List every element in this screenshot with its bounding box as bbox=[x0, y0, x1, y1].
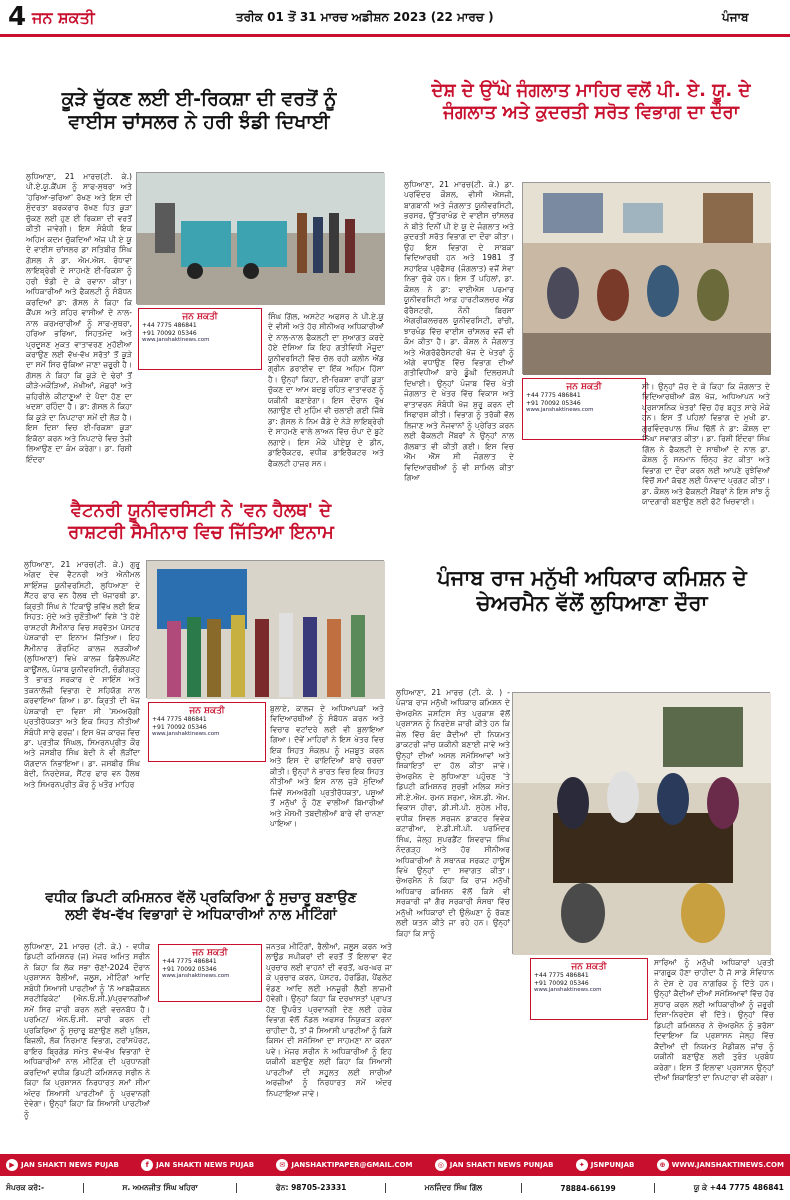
uk-phone[interactable]: ਯੂ ਕੇ +44 7775 486841 bbox=[693, 1183, 784, 1192]
phone-number[interactable]: 98705-23331 bbox=[291, 1183, 347, 1192]
divider bbox=[236, 1183, 237, 1193]
forestry-headline bbox=[396, 80, 786, 123]
vetnary-column-1: ਲੁਧਿਆਣਾ, 21 ਮਾਰਚ(ਟੀ. ਕੇ.) ਗੁਰੂ ਅੰਗਦ ਦੇਵ ਵੈਟਨਰੀ ਅਤੇ ਐਨੀਮਲ ਸਾਇੰਸਜ਼ ਯੂਨੀਵਰਸਿਟੀ, ਲੁਧਿਆਣਾ ਦੇ ਸੈਂਟਰ ਫਾਰ ਵਨ ਹੈਲਥ ਦੀ ਖੋਜਾਰਥੀ ਡਾ. ਕ੍ਰਿਤੀ ਸਿੰਘ ਨੇ 'ਟਿਕਾਊ ਭਵਿੱਖ ਲਈ ਇਕ ਸਿਹਤ: ਮੁੱਦੇ ਅਤੇ ਚੁਣੌਤੀਆਂ' ਵਿਸ਼ੇ 'ਤੇ ਹੋਏ ਰਾਸ਼ਟਰੀ ਸੈਮੀਨਾਰ ਵਿਚ ਸਰਵੋਤਮ ਪੋਸਟਰ ਪੇਸ਼ਕਾਰੀ ਦਾ ਇਨਾਮ ਜਿੱਤਿਆ। ਇਹ ਸੈਮੀਨਾਰ ਗੌਰਮਿੰਟ ਕਾਲਜ ਲੜਕੀਆਂ (ਲੁਧਿਆਣਾ) ਵਿਖੇ ਕਾਲਜ ਡਿਵੈਲਪਮੈਂਟ ਕਾਊਂਸਲ, ਪੰਜਾਬ ਯੂਨੀਵਰਸਿਟੀ, ਚੰਡੀਗੜ੍ਹ ਤੇ ਭਾਰਤ ਸਰਕਾਰ ਦੇ ਸਾਇੰਸ ਅਤੇ ਤਕਨਾਲੋਜੀ ਵਿਭਾਗ ਦੇ ਸਹਿਯੋਗ ਨਾਲ ਕਰਵਾਇਆ ਗਿਆ। ਡਾ. ਕ੍ਰਿਤੀ ਦੀ ਖੋਜ ਪੇਸ਼ਕਾਰੀ ਦਾ ਵਿਸ਼ਾ ਸੀ 'ਸਮਅਰੋਗੀ ਪ੍ਰਤੀਰੋਧਕਤਾ ਅਤੇ ਇਕ ਸਿਹਤ ਨੀਤੀਆਂ ਸੰਬੰਧੀ ਸਾਰੇ ਫਰਜ਼'। ਇਸ ਖੋਜ ਕਾਰਜ ਵਿਚ ਡਾ. ਪ੍ਰਤੀਕ ਸਿੰਘਲ, ਸਿਮਰਨਪ੍ਰੀਤ ਕੌਰ ਅਤੇ ਜਸਬੀਰ ਸਿੰਘ ਬੇਦੀ ਨੇ ਵੀ ਲੋੜੀਂਦਾ ਯੋਗਦਾਨ ਨਿਭਾਇਆ। ਡਾ. ਜਸਬੀਰ ਸਿੰਘ ਬੇਦੀ, ਨਿਰਦੇਸ਼ਕ, ਸੈਂਟਰ ਫਾਰ ਵਨ ਹੈਲਥ ਅਤੇ ਸਿਮਰਨਪ੍ਰੀਤ ਕੌਰ ਨੂੰ ਖਤੌਰ ਮਾਹਿਰ bbox=[24, 560, 140, 789]
vetnary-column-2: ਬੁਲਾਏ, ਕਾਲਜ ਦੇ ਅਧਿਆਪਕਾਂ ਅਤੇ ਵਿਦਿਆਰਥੀਆਂ ਨੂੰ ਸੰਬੋਧਨ ਕਰਨ ਅਤੇ ਵਿਚਾਰ ਵਟਾਂਦਰੇ ਲਈ ਵੀ ਬੁਲਾਇਆ ਗਿਆ। ਦੋਵੇਂ ਮਾਹਿਰਾਂ ਨੇ ਇਸ ਖੇਤਰ ਵਿਚ ਇਕ ਸਿਹਤ ਸੰਕਲਪ ਨੂੰ ਮਜ਼ਬੂਤ ਕਰਨ ਅਤੇ ਇਸ ਦੇ ਫਾਇਦਿਆਂ ਬਾਰੇ ਚਰਚਾ ਕੀਤੀ। ਉਨ੍ਹਾਂ ਨੇ ਭਾਰਤ ਵਿਚ ਇਕ ਸਿਹਤ ਨੀਤੀਆਂ ਅਤੇ ਇਸ ਨਾਲ ਜੁੜੇ ਮੁੱਦਿਆਂ ਜਿਵੇਂ ਸਮਅਰੋਗੀ ਪ੍ਰਤੀਰੋਧਕਤਾ, ਪਸ਼ੂਆਂ ਤੋਂ ਮਨੁੱਖਾਂ ਨੂੰ ਹੋਣ ਵਾਲੀਆਂ ਬਿਮਾਰੀਆਂ ਅਤੇ ਮੌਸਮੀ ਤਬਦੀਲੀਆਂ ਬਾਰੇ ਵੀ ਚਾਨਣਾ ਪਾਇਆ। bbox=[270, 704, 384, 829]
divider bbox=[83, 1183, 84, 1193]
email-icon: ✉ bbox=[276, 1159, 288, 1171]
ad-url[interactable]: www.janshaktinews.com bbox=[152, 731, 220, 737]
vetnary-photo-drawing bbox=[147, 561, 385, 699]
footer-link-label: JANSHAKTIPAPER@GMAIL.COM bbox=[291, 1161, 413, 1169]
phone-label: ਫੋਨ: bbox=[275, 1183, 289, 1192]
web-icon: ⊕ bbox=[657, 1159, 669, 1171]
footer-link-facebook[interactable] bbox=[141, 1159, 254, 1171]
vetnary-headline bbox=[16, 500, 386, 543]
page-number: 4 bbox=[8, 2, 27, 32]
forestry-column-1: ਲੁਧਿਆਣਾ, 21 ਮਾਰਚ(ਟੀ. ਕੇ.) ਡਾ. ਪਰਵਿੰਦਰ ਕੌਸ਼ਲ, ਵੀਸੀ ਐਸਜੀ, ਬਾਗਬਾਨੀ ਅਤੇ ਜੰਗਲਾਤ ਯੂਨੀਵਰਸਿਟੀ, ਭਰਸਰ, ਉੱਤਰਾਖੰਡ ਦੇ ਵਾਈਸ ਚਾਂਸਲਰ ਨੇ ਬੀਤੇ ਦਿਨੀਂ ਪੀ ਏ ਯੂ ਦੇ ਜੰਗਲਾਤ ਅਤੇ ਕੁਦਰਤੀ ਸਰੋਤ ਵਿਭਾਗ ਦਾ ਦੌਰਾ ਕੀਤਾ। ਉਹ ਇਸ ਵਿਭਾਗ ਦੇ ਸਾਬਕਾ ਵਿਦਿਆਰਥੀ ਹਨ ਅਤੇ 1981 ਤੋਂ ਸਹਾਇਕ ਪ੍ਰੋਫੈਸਰ (ਜੰਗਲਾਤ) ਵਜੋਂ ਸੇਵਾ ਨਿਭਾ ਚੁੱਕੇ ਹਨ। ਇਸ ਤੋਂ ਪਹਿਲਾਂ, ਡਾ. ਕੌਸ਼ਲ ਨੇ ਡਾ: ਵਾਈਐਸ ਪਰਮਾਰ ਯੂਨੀਵਰਸਿਟੀ ਆਫ਼ ਹਾਰਟੀਕਲਚਰ ਐਂਡ ਫੋਰੈਸਟਰੀ, ਨੌਨੀ ਬਿਰਸਾ ਐਗਰੀਕਲਚਰਲ ਯੂਨੀਵਰਸਿਟੀ, ਰਾਂਚੀ, ਝਾਰਖੰਡ ਵਿੱਚ ਵਾਈਸ ਚਾਂਸਲਰ ਵਜੋਂ ਵੀ ਕੰਮ ਕੀਤਾ ਹੈ। ਡਾ. ਕੌਸ਼ਲ ਨੇ ਜੰਗਲਾਤ ਅਤੇ ਐਗਰੋਫੋਰੈਸਟਰੀ ਖੋਜ ਦੇ ਖੇਤਰਾਂ ਨੂੰ ਅੱਗੇ ਵਧਾਉਣ ਵਿੱਚ ਵਿਭਾਗ ਦੀਆਂ ਗਤੀਵਿਧੀਆਂ ਬਾਰੇ ਡੂੰਘੀ ਦਿਲਚਸਪੀ ਦਿਖਾਈ। ਉਨ੍ਹਾਂ ਪੰਜਾਬ ਵਿੱਚ ਖੇਤੀ ਜੰਗਲਾਤ ਦੇ ਖੇਤਰ ਵਿੱਚ ਵਿਕਾਸ ਅਤੇ ਵਾਤਾਵਰਨ ਸੰਬੰਧੀ ਖੋਜ ਸ਼ੁਰੂ ਕਰਨ ਦੀ ਸਿਫਾਰਸ਼ ਕੀਤੀ। ਵਿਭਾਗ ਨੂੰ ਤਰੱਕੀ ਵੱਲ ਲਿਜਾਣ ਅਤੇ ਨੌਜਵਾਨਾਂ ਨੂੰ ਪ੍ਰੇਰਿਤ ਕਰਨ ਲਈ ਫੈਕਲਟੀ ਮੈਂਬਰਾਂ ਨੇ ਉਨ੍ਹਾਂ ਨਾਲ ਗੱਲਬਾਤ ਵੀ ਕੀਤੀ ਗਈ। ਇਸ ਵਿਚ ਐੱਮ ਐੱਸ ਸੀ ਜੰਗਲਾਤ ਦੇ ਵਿਦਿਆਰਥੀਆਂ ਨੂੰ ਵੀ ਸ਼ਾਮਿਲ ਕੀਤਾ ਗਿਆ bbox=[404, 180, 514, 483]
ad-phone-1: +44 7775 486841 bbox=[162, 958, 217, 965]
ad-phone-1: +44 7775 486841 bbox=[526, 392, 581, 399]
vetnary-photo bbox=[146, 560, 384, 698]
footer-link-label: JSNPUNJAB bbox=[590, 1161, 635, 1169]
ad-phone-2: +91 70092 05346 bbox=[152, 723, 207, 731]
erickshaw-photo bbox=[136, 172, 384, 304]
dc-column-1: ਲੁਧਿਆਣਾ, 21 ਮਾਰਚ (ਟੀ. ਕੇ.) - ਵਧੀਕ ਡਿਪਟੀ ਕਮਿਸ਼ਨਰ (ਜ) ਮੇਜਰ ਅਮਿਤ ਸਰੀਨ ਨੇ ਕਿਹਾ ਕਿ ਲੋਕ ਸਭਾ ਚੋਣਾਂ-2024 ਦੌਰਾਨ ਪ੍ਰਸ਼ਾਸਨ ਰੈਲੀਆਂ, ਜਲੂਸ, ਮੀਟਿੰਗਾਂ ਆਦਿ ਸਬੰਧੀ ਸਿਆਸੀ ਪਾਰਟੀਆਂ ਨੂੰ 'ਨੋ ਆਬਜੈਕਸ਼ਨ ਸਰਟੀਫਿਕੇਟ' (ਐਨ.ਓ.ਸੀ.)/ਪ੍ਰਵਾਨਗੀਆਂ ਸਮੇਂ ਸਿਰ ਜਾਰੀ ਕਰਨ ਲਈ ਵਚਨਬੱਧ ਹੈ। ਪਰਮਿਟ/ ਐਨ.ਓ.ਸੀ. ਜਾਰੀ ਕਰਨ ਦੀ ਪ੍ਰਕਿਰਿਆ ਨੂੰ ਸੁਚਾਰੂ ਬਣਾਉਣ ਲਈ ਪੁਲਿਸ, ਬਿਜਲੀ, ਲੋਕ ਨਿਰਮਾਣ ਵਿਭਾਗ, ਟਰਾਂਸਪੋਰਟ, ਫਾਇਰ ਬ੍ਰਿਗੇਡ ਸਮੇਤ ਵੱਖ-ਵੱਖ ਵਿਭਾਗਾਂ ਦੇ ਅਧਿਕਾਰੀਆਂ ਨਾਲ ਮੀਟਿੰਗ ਦੀ ਪ੍ਰਧਾਨਗੀ ਕਰਦਿਆਂ ਵਧੀਕ ਡਿਪਟੀ ਕਮਿਸ਼ਨਰ ਸਰੀਨ ਨੇ ਕਿਹਾ ਕਿ ਪ੍ਰਸ਼ਾਸਨ ਨਿਰਧਾਰਤ ਸਮਾਂ ਸੀਮਾ ਅੰਦਰ ਸਿਆਸੀ ਪਾਰਟੀਆਂ ਨੂੰ ਪ੍ਰਵਾਨਗੀ ਦੇਵੇਗਾ। ਉਨ੍ਹਾਂ ਕਿਹਾ ਕਿ ਸਿਆਸੀ ਪਾਰਟੀਆਂ ਨੂੰ bbox=[24, 942, 150, 1119]
ad-brand: ਜਨ ਸ਼ਕਤੀ bbox=[192, 948, 228, 958]
erickshaw-photo-drawing bbox=[137, 173, 385, 305]
footer-link-label: JAN SHAKTI NEWS PUNJAB bbox=[449, 1161, 554, 1169]
erickshaw-column-1: ਲੁਧਿਆਣਾ, 21 ਮਾਰਚ(ਟੀ. ਕੇ.) ਪੀ.ਏ.ਯੂ.ਕੈਂਪਸ ਨੂੰ ਸਾਫ-ਸੁਥਰਾ ਅਤੇ 'ਹਰਿਆ-ਭਰਿਆ' ਰੱਖਣ ਅਤੇ ਇਸ ਦੀ ਸੁੰਦਰਤਾ ਬਰਕਰਾਰ ਰੱਖਣ ਹਿਤ ਕੂੜਾ ਚੁੱਕਣ ਲਈ ਹੁਣ ਈ ਰਿਕਸ਼ਾ ਦੀ ਵਰਤੋਂ ਕੀਤੀ ਜਾਵੇਗੀ। ਇਸ ਸੰਬੰਧੀ ਇਕ ਅਹਿਮ ਕਦਮ ਚੁੱਕਦਿਆਂ ਅੱਜ ਪੀ ਏ ਯੂ ਦੇ ਵਾਈਸ ਚਾਂਸਲਰ ਡਾ ਸਤਿਬੀਰ ਸਿੰਘ ਗੋਸਲ ਨੇ ਡਾ. ਐਮ.ਐਸ. ਰੰਧਾਵਾ ਲਾਇਬ੍ਰੇਰੀ ਦੇ ਸਾਹਮਣੇ ਈ-ਰਿਕਸ਼ਾ ਨੂੰ ਹਰੀ ਝੰਡੀ ਦੇ ਕੇ ਰਵਾਨਾ ਕੀਤਾ। ਅਧਿਕਾਰੀਆਂ ਅਤੇ ਫੈਕਲਟੀ ਨੂੰ ਸੰਬੋਧਨ ਕਰਦਿਆਂ ਡਾ: ਗੋਸਲ ਨੇ ਕਿਹਾ ਕਿ ਕੈਂਪਸ ਅਤੇ ਸ਼ਹਿਰ ਵਾਸੀਆਂ ਦੇ ਨਾਲ-ਨਾਲ ਕਰਮਚਾਰੀਆਂ ਨੂੰ ਸਾਫ-ਸੁਥਰਾ, ਹਰਿਆ ਭਰਿਆ, ਸਿਹਤਮੰਦ ਅਤੇ ਪ੍ਰਦੂਸ਼ਣ ਮੁਕਤ ਵਾਤਾਵਰਣ ਮੁਹੱਈਆ ਕਰਾਉਣ ਲਈ ਵੱਖ-ਵੱਖ ਸਰੋਤਾਂ ਤੋਂ ਕੂੜੇ ਦਾ ਸਮੇਂ ਸਿਰ ਚੁੱਕਿਆ ਜਾਣਾ ਜ਼ਰੂਰੀ ਹੈ। ਗੋਸਲ ਨੇ ਕਿਹਾ ਕਿ ਕੂੜੇ ਦੇ ਢੇਰਾਂ ਤੋਂ ਕੀੜੇ-ਮਕੌੜਿਆਂ, ਮੱਖੀਆਂ, ਮੱਛਰਾਂ ਅਤੇ ਜ਼ਹਿਰੀਲੇ ਕੀਟਾਣੂਆਂ ਦੇ ਪੈਦਾ ਹੋਣ ਦਾ ਖਦਸ਼ਾ ਰਹਿੰਦਾ ਹੈ। ਡਾ: ਗੋਸਲ ਨੇ ਕਿਹਾ ਕਿ ਕੂੜੇ ਦਾ ਨਿਪਟਾਰਾ ਸਮੇਂ ਦੀ ਲੋੜ ਹੈ। ਇਸ ਦਿਸ਼ਾ ਵਿਚ ਈ-ਰਿਕਸ਼ਾ ਕੂੜਾ ਇਕੱਠਾ ਕਰਨ ਅਤੇ ਨਿਪਟਾਰੇ ਵਿਚ ਤੇਜ਼ੀ ਲਿਆਉਣ ਦਾ ਕੰਮ ਕਰੇਗਾ। ਡਾ. ਰਿਸ਼ੀ ਇੰਦਰਾ bbox=[26, 172, 132, 464]
ad-phone-2: +91 70092 05346 bbox=[162, 965, 217, 973]
erickshaw-title-line1: ਕੂੜੇ ਚੁੱਕਣ ਲਈ ਈ-ਰਿਕਸ਼ਾ ਦੀ ਵਰਤੋਂ ਨੂੰ bbox=[61, 88, 337, 110]
erickshaw-column-2: ਸਿੰਘ ਗਿੱਲ, ਅਸਟੇਟ ਅਫਸਰ ਨੇ ਪੀ.ਏ.ਯੂ ਦੇ ਵੀਸੀ ਅਤੇ ਹੋਰ ਸੀਨੀਅਰ ਅਧਿਕਾਰੀਆਂ ਦੇ ਨਾਲ-ਨਾਲ ਫੈਕਲਟੀ ਦਾ ਸੁਆਗਤ ਕਰਦੇ ਹੋਏ ਦੱਸਿਆ ਕਿ ਇਹ ਗਤੀਵਿਧੀ ਮੌਜੂਦਾ ਯੂਨੀਵਰਸਿਟੀ ਵਿੱਚ ਚੱਲ ਰਹੀ ਕਲੀਨ ਐਂਡ ਗ੍ਰੀਨ ਡਰਾਈਵ ਦਾ ਇੱਕ ਅਹਿਮ ਹਿੱਸਾ ਹੈ। ਉਨ੍ਹਾਂ ਕਿਹਾ, ਈ-ਰਿਕਸ਼ਾ ਰਾਹੀਂ ਕੂੜਾ ਚੁੱਕਣ ਦਾ ਆਮ ਬਦਬੂ ਰਹਿਤ ਵਾਤਾਵਰਣ ਨੂੰ ਯਕੀਨੀ ਬਣਾਏਗਾ। ਇਸ ਦੌਰਾਨ ਰੁੱਖ ਲਗਾਉਣ ਦੀ ਮੁਹਿੰਮ ਵੀ ਚਲਾਈ ਗਈ ਜਿੱਥੇ ਡਾ: ਗੋਸਲ ਨੇ ਨਿਮ ਕੈਡੇ ਦੇ ਨੇੜੇ ਲਾਇਬ੍ਰੇਰੀ ਦੇ ਸਾਹਮਣੇ ਵਾਲੇ ਲਾਅਨ ਵਿੱਚ ਚੰਪਾ ਦੇ ਬੂਟੇ ਲਗਾਏ। ਇਸ ਮੌਕੇ ਪੀਏਯੂ ਦੇ ਡੀਨ, ਡਾਇਰੈਕਟਰ, ਵਧੀਕ ਡਾਇਰੈਕਟਰ ਅਤੇ ਫੈਕਲਟੀ ਹਾਜ਼ਰ ਸਨ। bbox=[268, 312, 384, 468]
erickshaw-headline bbox=[14, 88, 384, 134]
footer-link-email[interactable] bbox=[276, 1159, 412, 1171]
forestry-photo-drawing bbox=[523, 183, 771, 375]
forestry-title-line2: ਜੰਗਲਾਤ ਅਤੇ ਕੁਦਰਤੀ ਸਰੋਤ ਵਿਭਾਗ ਦਾ ਦੌਰਾ bbox=[443, 101, 739, 123]
rights-title-line1: ਪੰਜਾਬ ਰਾਜ ਮਨੁੱਖੀ ਅਧਿਕਾਰ ਕਮਿਸ਼ਨ ਦੇ bbox=[437, 566, 747, 590]
rights-photo-drawing bbox=[513, 693, 771, 955]
footer-link-web[interactable] bbox=[657, 1159, 784, 1171]
dc-title-line2: ਲਈ ਵੱਖ-ਵੱਖ ਵਿਭਾਗਾਂ ਦੇ ਅਧਿਕਾਰੀਆਂ ਨਾਲ ਮੀਟਿੰਗਾਂ bbox=[65, 906, 337, 923]
instagram-icon: ◎ bbox=[435, 1159, 447, 1171]
footer-link-youtube[interactable] bbox=[6, 1159, 119, 1171]
divider bbox=[654, 1183, 655, 1193]
erickshaw-column-2a bbox=[268, 312, 384, 468]
ad-box-3[interactable] bbox=[158, 944, 262, 1002]
forestry-column-2: ਸੀ। ਉਨ੍ਹਾਂ ਜ਼ੋਰ ਦੇ ਕੇ ਕਿਹਾ ਕਿ ਜੰਗਲਾਤ ਦੇ ਵਿਦਿਆਰਥੀਆਂ ਕੋਲ ਖੋਜ, ਅਧਿਆਪਨ ਅਤੇ ਪ੍ਰਸ਼ਾਸਨਿਕ ਖੇਤਰਾਂ ਵਿੱਚ ਹੋਰ ਬਹੁਤ ਸਾਰੇ ਮੌਕੇ ਹਨ। ਇਸ ਤੋਂ ਪਹਿਲਾਂ ਵਿਭਾਗ ਦੇ ਮੁਖੀ ਡਾ. ਗੁਰਵਿੰਦਰਪਾਲ ਸਿੰਘ ਢਿੱਲੋਂ ਨੇ ਡਾ: ਕੌਸ਼ਲ ਦਾ ਨਿੱਘਾ ਸਵਾਗਤ ਕੀਤਾ। ਡਾ. ਰਿਸ਼ੀ ਇੰਦਰਾ ਸਿੰਘ ਗਿੱਲ ਨੇ ਫੈਕਲਟੀ ਦੇ ਸਾਥੀਆਂ ਦੇ ਨਾਲ ਡਾ. ਕੌਸ਼ਲ ਨੂੰ ਸਨਮਾਨ ਚਿੰਨ੍ਹ ਭੇਟ ਕੀਤਾ ਅਤੇ ਵਿਭਾਗ ਦਾ ਦੌਰਾ ਕਰਨ ਲਈ ਆਪਣੇ ਰੁਝੇਵਿਆਂ ਵਿੱਚੋਂ ਸਮਾਂ ਕੱਢਣ ਲਈ ਧੰਨਵਾਦ ਪ੍ਰਗਟ ਕੀਤਾ। ਡਾ. ਕੌਸ਼ਲ ਅਤੇ ਫੈਕਲਟੀ ਮੈਂਬਰਾਂ ਨੇ ਇਸ ਸਾਂਝ ਨੂੰ ਯਾਦਗਾਰੀ ਬਣਾਉਣ ਲਈ ਫੋਟੋ ਖਿਚਵਾਈ। bbox=[642, 382, 770, 507]
forestry-title-line1: ਦੇਸ਼ ਦੇ ਉੱਘੇ ਜੰਗਲਾਤ ਮਾਹਿਰ ਵਲੋਂ ਪੀ. ਏ. ਯੂ. ਦੇ bbox=[431, 80, 751, 101]
ad-brand: ਜਨ ਸ਼ਕਤੀ bbox=[566, 382, 602, 392]
rights-photo bbox=[512, 692, 770, 954]
person2-name: ਮਨਜਿੰਦਰ ਸਿੰਘ ਗਿੱਲ bbox=[424, 1183, 483, 1192]
footer-link-label: JAN SHAKTI NEWS PUJAB bbox=[21, 1161, 119, 1169]
divider bbox=[521, 1183, 522, 1193]
masthead-logo: ਜਨ ਸ਼ਕਤੀ bbox=[32, 8, 95, 27]
phone-number-2[interactable]: 78884-66199 bbox=[560, 1183, 616, 1193]
ad-url[interactable]: www.janshaktinews.com bbox=[142, 337, 210, 343]
ad-url[interactable]: www.janshaktinews.com bbox=[534, 987, 602, 993]
contact-label: ਸੰਪਰਕ ਕਰੋ:- bbox=[6, 1183, 45, 1192]
forestry-photo bbox=[522, 182, 770, 374]
footer-link-label: WWW.JANSHAKTINEWS.COM bbox=[671, 1161, 784, 1169]
facebook-icon: f bbox=[141, 1159, 153, 1171]
ad-phone-1: +44 7775 486841 bbox=[534, 972, 589, 979]
header-rule bbox=[0, 34, 790, 37]
footer-link-instagram[interactable] bbox=[435, 1159, 554, 1171]
rights-column-1: ਲੁਧਿਆਣਾ, 21 ਮਾਰਚ (ਟੀ. ਕੇ. ) - ਪੰਜਾਬ ਰਾਜ ਮਨੁੱਖੀ ਅਧਿਕਾਰ ਕਮਿਸ਼ਨ ਦੇ ਚੇਅਰਮੈਨ ਜਸਟਿਸ ਸੰਤ ਪ੍ਰਕਾਸ਼ ਵੱਲੋਂ ਪ੍ਰਸ਼ਾਸਨ ਨੂੰ ਨਿਰਦੇਸ਼ ਜਾਰੀ ਕੀਤੇ ਹਨ ਕਿ ਜੇਲ ਵਿੱਚ ਬੰਦ ਕੈਦੀਆਂ ਦੀ ਨਿਯਮਤ ਡਾਕਟਰੀ ਜਾਂਚ ਯਕੀਨੀ ਬਣਾਈ ਜਾਵੇ ਅਤੇ ਉਨ੍ਹਾਂ ਦੀਆਂ ਅਸਲ ਸਮੱਸਿਆਵਾਂ ਅਤੇ ਸ਼ਿਕਾਇਤਾਂ ਦਾ ਹੱਲ ਕੀਤਾ ਜਾਵੇ। ਚੇਅਰਮੈਨ ਦੇ ਲੁਧਿਆਣਾ ਪਹੁੰਚਣ 'ਤੇ ਡਿਪਟੀ ਕਮਿਸ਼ਨਰ ਸੁਰਭੀ ਮਲਿਕ ਸਮੇਤ ਸੀ.ਏ.ਐਮ. ਰਮਨ ਸ਼ਰਮਾ, ਐਸ.ਡੀ. ਐਮ. ਵਿਕਾਸ ਹੀਰਾ, ਡੀ.ਸੀ.ਪੀ. ਸੁਹੇਲ ਮੀਰ, ਵਧੀਕ ਸਿਵਲ ਸਰਜਨ ਡਾਕਟਰ ਵਿਵੇਕ ਕਟਾਰੀਆ, ਏ.ਡੀ.ਸੀ.ਪੀ. ਪਰਮਿੰਦਰ ਸਿੰਘ, ਜੇਲ੍ਹ ਸੁਪਰਡੈਂਟ ਸ਼ਿਵਰਾਜ ਸਿੰਘ ਨੰਦਗੜ੍ਹ ਅਤੇ ਹੋਰ ਸੀਨੀਅਰ ਅਧਿਕਾਰੀਆਂ ਨੇ ਸਥਾਨਕ ਸਰਕਟ ਹਾਊਸ ਵਿਖੇ ਉਨ੍ਹਾਂ ਦਾ ਸਵਾਗਤ ਕੀਤਾ। ਚੇਅਰਮੈਨ ਨੇ ਕਿਹਾ ਕਿ ਰਾਜ ਮਨੁੱਖੀ ਅਧਿਕਾਰ ਕਮਿਸ਼ਨ ਵੱਲੋਂ ਕਿਸੇ ਵੀ ਸਰਕਾਰੀ ਜਾਂ ਗੈਰ ਸਰਕਾਰੀ ਸੰਸਥਾ ਵਿੱਚ ਮਨੁੱਖੀ ਅਧਿਕਾਰਾਂ ਦੀ ਉਲੰਘਣਾ ਨੂੰ ਰੋਕਣ ਲਈ ਯਤਨ ਕੀਤੇ ਜਾ ਰਹੇ ਹਨ। ਉਨ੍ਹਾਂ ਕਿਹਾ ਕਿ ਸਾਨੂੰ bbox=[396, 688, 510, 938]
ad-url[interactable]: www.janshaktinews.com bbox=[162, 973, 230, 979]
dc-headline bbox=[12, 890, 390, 924]
ad-box-2[interactable] bbox=[148, 702, 266, 762]
edition-date: ਤਰੀਕ 01 ਤੋਂ 31 ਮਾਰਚ ਅਡੀਸ਼ਨ 2023 (22 ਮਾਰਚ ) bbox=[236, 10, 494, 24]
ad-phone-2: +91 70092 05346 bbox=[142, 329, 197, 337]
vetnary-title-line1: ਵੈਟਨਰੀ ਯੂਨੀਵਰਸਿਟੀ ਨੇ 'ਵਨ ਹੈਲਥ' ਦੇ bbox=[70, 500, 332, 521]
phone-block bbox=[276, 1183, 347, 1193]
ad-brand: ਜਨ ਸ਼ਕਤੀ bbox=[182, 312, 218, 322]
rights-title-line2: ਚੇਅਰਮੈਨ ਵੱਲੋਂ ਲੁਧਿਆਣਾ ਦੌਰਾ bbox=[476, 591, 708, 616]
divider bbox=[385, 1183, 386, 1193]
ad-phone-2: +91 70092 05346 bbox=[526, 399, 581, 407]
erickshaw-column-2b bbox=[138, 380, 384, 472]
twitter-icon: ✦ bbox=[576, 1159, 588, 1171]
dc-title-line1: ਵਧੀਕ ਡਿਪਟੀ ਕਮਿਸ਼ਨਰ ਵੱਲੋਂ ਪ੍ਰਕਿਰਿਆ ਨੂੰ ਸੁਚਾਰੂ ਬਣਾਉਣ bbox=[45, 890, 357, 906]
ad-brand: ਜਨ ਸ਼ਕਤੀ bbox=[189, 706, 225, 716]
footer-link-twitter[interactable] bbox=[576, 1159, 635, 1171]
footer-social-bar bbox=[0, 1154, 790, 1176]
rights-headline bbox=[398, 566, 786, 616]
section-name: ਪੰਜਾਬ bbox=[722, 10, 749, 24]
vetnary-title-line2: ਰਾਸ਼ਟਰੀ ਸੈਮੀਨਾਰ ਵਿਚ ਜਿੱਤਿਆ ਇਨਾਮ bbox=[68, 521, 334, 543]
ad-phone-1: +44 7775 486841 bbox=[142, 322, 197, 329]
ad-url[interactable]: www.janshaktinews.com bbox=[526, 407, 594, 413]
ad-phone-1: +44 7775 486841 bbox=[152, 716, 207, 723]
editor-name: ਸ. ਅਮਨਜੀਤ ਸਿੰਘ ਖਹਿਰਾ bbox=[122, 1183, 198, 1192]
ad-box-5[interactable] bbox=[530, 958, 648, 1020]
footer-link-label: JAN SHAKTI NEWS PUJAB bbox=[156, 1161, 255, 1169]
rights-column-2: ਸਾਰਿਆਂ ਨੂੰ ਮਨੁੱਖੀ ਅਧਿਕਾਰਾਂ ਪ੍ਰਤੀ ਜਾਗਰੂਕ ਹੋਣਾ ਚਾਹੀਦਾ ਹੈ ਜੋ ਸਾਡੇ ਸੰਵਿਧਾਨ ਨੇ ਦੇਸ਼ ਦੇ ਹਰ ਨਾਗਰਿਕ ਨੂੰ ਦਿੱਤੇ ਹਨ। ਉਨ੍ਹਾਂ ਕੈਦੀਆਂ ਦੀਆਂ ਸਮੱਸਿਆਵਾਂ ਵਿੱਚ ਹੋਰ ਸੁਧਾਰ ਕਰਨ ਲਈ ਅਧਿਕਾਰੀਆਂ ਨੂੰ ਜ਼ਰੂਰੀ ਦਿਸ਼ਾ-ਨਿਰਦੇਸ਼ ਵੀ ਦਿੱਤੇ। ਉਨ੍ਹਾਂ ਵਿੱਚ ਡਿਪਟੀ ਕਮਿਸ਼ਨਰ ਨੇ ਚੇਅਰਮੈਨ ਨੂੰ ਭਰੋਸਾ ਦਿਵਾਇਆ ਕਿ ਪ੍ਰਸ਼ਾਸਨ ਜੇਲ੍ਹ ਵਿੱਚ ਕੈਦੀਆਂ ਦੀ ਨਿਯਮਤ ਮੈਡੀਕਲ ਜਾਂਚ ਨੂੰ ਯਕੀਨੀ ਬਣਾਉਣ ਲਈ ਤੁਰੰਤ ਪ੍ਰਬੰਧ ਕਰੇਗਾ। ਇਸ ਤੋਂ ਇਲਾਵਾ ਪ੍ਰਸ਼ਾਸਨ ਉਨ੍ਹਾਂ ਦੀਆਂ ਸ਼ਿਕਾਇਤਾਂ ਦਾ ਨਿਪਟਾਰਾ ਵੀ ਕਰੇਗਾ। bbox=[654, 958, 774, 1083]
footer-contact-bar bbox=[0, 1178, 790, 1198]
ad-box-1[interactable] bbox=[138, 308, 262, 370]
erickshaw-title-line2: ਵਾਈਸ ਚਾਂਸਲਰ ਨੇ ਹਰੀ ਝੰਡੀ ਦਿਖਾਈ bbox=[68, 110, 330, 133]
youtube-icon: ▶ bbox=[6, 1159, 18, 1171]
ad-brand: ਜਨ ਸ਼ਕਤੀ bbox=[571, 962, 607, 972]
dc-column-2: ਜਨਤਕ ਮੀਟਿੰਗਾਂ, ਰੈਲੀਆਂ, ਜਲੂਸ ਕਰਨ ਅਤੇ ਲਾਊਡ ਸਪੀਕਰਾਂ ਦੀ ਵਰਤੋਂ ਤੋਂ ਇਲਾਵਾ ਵੋਟ ਪ੍ਰਚਾਰ ਲਈ ਵਾਹਨਾਂ ਦੀ ਵਰਤੋਂ, ਘਰ-ਘਰ ਜਾ ਕੇ ਪ੍ਰਚਾਰ ਕਰਨ, ਪੋਸਟਰ, ਹੋਰਡਿੰਗ, ਪੈਂਫਲੇਟ ਵੰਡਣ ਆਦਿ ਲਈ ਮਨਜ਼ੂਰੀ ਲੈਣੀ ਲਾਜ਼ਮੀ ਹੋਵੇਗੀ। ਉਨ੍ਹਾਂ ਕਿਹਾ ਕਿ ਦਰਖਾਸਤਾਂ ਪ੍ਰਾਪਤ ਹੋਣ ਉਪਰੰਤ ਪ੍ਰਵਾਨਗੀ ਦੇਣ ਲਈ ਹਰੇਕ ਵਿਭਾਗ ਵੱਲੋਂ ਨੋਡਲ ਅਫਸਰ ਨਿਯੁਕਤ ਕਰਨਾ ਚਾਹੀਦਾ ਹੈ, ਤਾਂ ਜੋ ਸਿਆਸੀ ਪਾਰਟੀਆਂ ਨੂੰ ਕਿਸੇ ਕਿਸਮ ਦੀ ਸਮੱਸਿਆ ਦਾ ਸਾਹਮਣਾ ਨਾ ਕਰਨਾ ਪਵੇ। ਮੇਜਰ ਸਰੀਨ ਨੇ ਅਧਿਕਾਰੀਆਂ ਨੂੰ ਇਹ ਯਕੀਨੀ ਬਣਾਉਣ ਲਈ ਕਿਹਾ ਕਿ ਸਿਆਸੀ ਪਾਰਟੀਆਂ ਦੀ ਸਹੂਲਤ ਲਈ ਸਾਰੀਆਂ ਅਰਜ਼ੀਆਂ ਨੂੰ ਨਿਰਧਾਰਤ ਸਮੇਂ ਅੰਦਰ ਨਿਪਟਾਇਆ ਜਾਵੇ। bbox=[266, 942, 392, 1098]
ad-box-4[interactable] bbox=[522, 378, 646, 440]
ad-phone-2: +91 70092 05346 bbox=[534, 979, 589, 987]
